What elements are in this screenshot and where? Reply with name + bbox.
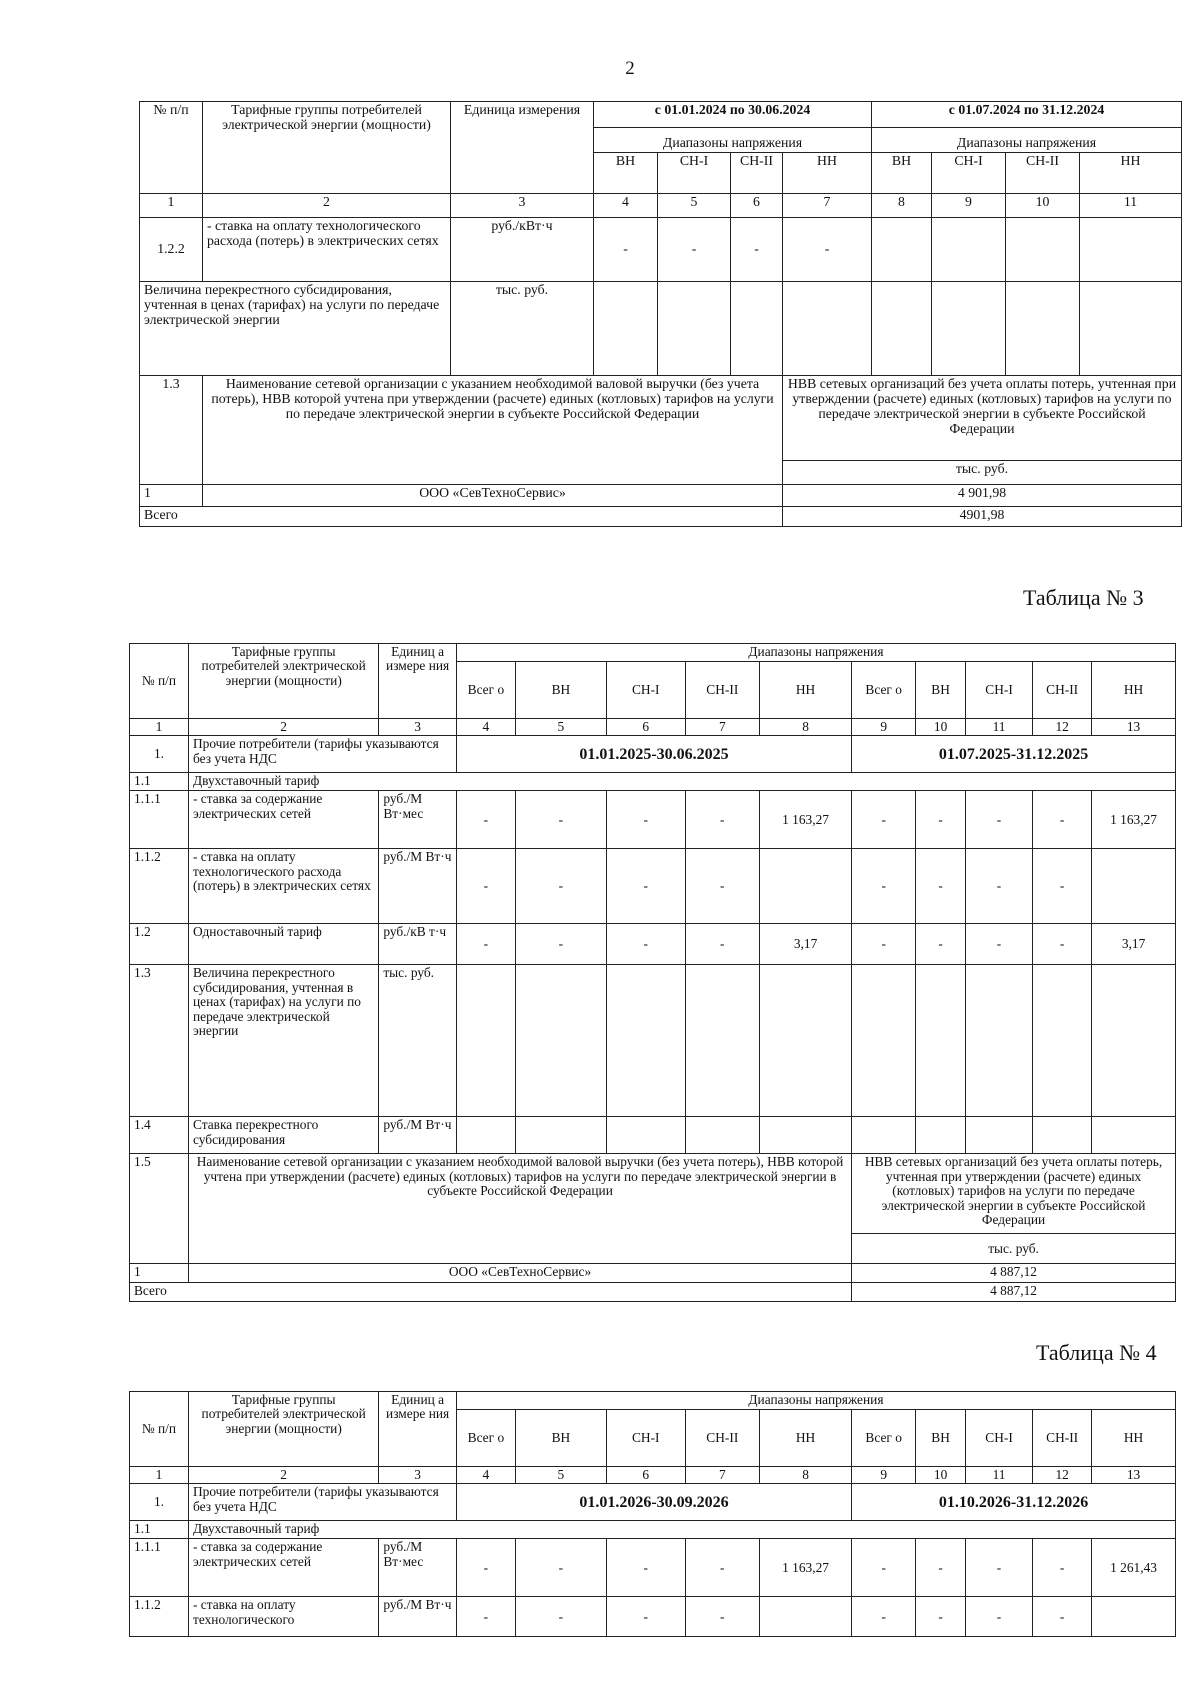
col-header-num: № п/п: [130, 644, 189, 719]
row-num: 1.5: [130, 1154, 189, 1264]
col-header-unit: Единиц а измере ния: [379, 1392, 457, 1467]
voltage-col: Всег о: [456, 1410, 515, 1467]
voltage-col: НН: [783, 153, 872, 194]
row-num: 1.1.2: [130, 849, 189, 924]
nvv-unit: тыс. руб.: [852, 1234, 1176, 1264]
cell-value: -: [594, 218, 658, 282]
col-number: 1: [140, 194, 203, 218]
cell-value: [1092, 849, 1176, 924]
row-label: - ставка на оплату технологического расхода (потерь) в электрических сетях: [188, 849, 378, 924]
cell-value: -: [606, 791, 685, 849]
col-number: 3: [379, 1467, 457, 1484]
row-label: Величина перекрестного субсидирования, учтенная в ценах (тарифах) на услуги по передаче электрической энергии: [188, 965, 378, 1117]
row-label: - ставка за содержание электрических сетей: [188, 791, 378, 849]
cell-value: -: [965, 1597, 1032, 1637]
row-label: Прочие потребители (тарифы указываются без учета НДС: [188, 1484, 456, 1521]
cell-value: -: [515, 1539, 606, 1597]
total-value: 4 887,12: [852, 1283, 1176, 1302]
col-number: 11: [965, 719, 1032, 736]
cell-value: -: [606, 924, 685, 965]
col-number: 7: [783, 194, 872, 218]
total-value: 4901,98: [783, 507, 1182, 527]
cell-value: -: [606, 849, 685, 924]
col-number: 8: [760, 1467, 852, 1484]
cell-value: -: [731, 218, 783, 282]
col-number: 10: [1006, 194, 1080, 218]
cell-value: -: [965, 849, 1032, 924]
cell-value: -: [658, 218, 731, 282]
row-unit: тыс. руб.: [451, 282, 594, 376]
nvv-header: НВВ сетевых организаций без учета оплаты потерь, учтенная при утверждении (расчете) единых (котловых) тарифов на услуги по передаче электрической энергии в субъекте Российской Федерации: [783, 376, 1182, 461]
cell-value: -: [916, 1597, 966, 1637]
col-number: 6: [731, 194, 783, 218]
col-number: 4: [456, 719, 515, 736]
cell-value: -: [916, 1539, 966, 1597]
period-header: 01.10.2026-31.12.2026: [852, 1484, 1176, 1521]
period-header: 01.01.2026-30.09.2026: [456, 1484, 851, 1521]
col-number: 6: [606, 719, 685, 736]
col-number: 13: [1092, 719, 1176, 736]
col-number: 2: [203, 194, 451, 218]
voltage-col: СН-I: [932, 153, 1006, 194]
row-label: Ставка перекрестного субсидирования: [188, 1117, 378, 1154]
period-header: с 01.07.2024 по 31.12.2024: [872, 102, 1182, 128]
col-number: 12: [1033, 719, 1092, 736]
col-header-groups: Тарифные группы потребителей электрической энергии (мощности): [203, 102, 451, 194]
total-label: Всего: [130, 1283, 852, 1302]
row-label: Одноставочный тариф: [188, 924, 378, 965]
cell-value: -: [916, 791, 966, 849]
row-num: 1.: [130, 1484, 189, 1521]
voltage-col: СН-I: [606, 1410, 685, 1467]
row-num: 1.2: [130, 924, 189, 965]
col-number: 2: [188, 1467, 378, 1484]
col-number: 11: [965, 1467, 1032, 1484]
voltage-col: ВН: [872, 153, 932, 194]
cell-value: -: [783, 218, 872, 282]
voltage-col: СН-II: [731, 153, 783, 194]
tariff-table-2026: [129, 1391, 1176, 1637]
tariff-table-2025: [129, 643, 1176, 1302]
cell-value: -: [685, 791, 759, 849]
nvv-unit: тыс. руб.: [783, 461, 1182, 485]
col-number: 4: [456, 1467, 515, 1484]
period-header: 01.07.2025-31.12.2025: [852, 736, 1176, 773]
voltage-col: СН-II: [1006, 153, 1080, 194]
cell-value: 3,17: [760, 924, 852, 965]
col-number: 2: [188, 719, 378, 736]
cell-value: 1 163,27: [760, 1539, 852, 1597]
row-unit: тыс. руб.: [379, 965, 457, 1117]
voltage-ranges-header: Диапазоны напряжения: [456, 644, 1175, 662]
voltage-col: ВН: [916, 662, 966, 719]
cell-value: -: [852, 849, 916, 924]
cell-value: -: [456, 1539, 515, 1597]
col-number: 13: [1092, 1467, 1176, 1484]
cell-value: -: [852, 1597, 916, 1637]
voltage-col: СН-II: [685, 662, 759, 719]
voltage-col: СН-I: [658, 153, 731, 194]
org-nvv-value: 4 887,12: [852, 1264, 1176, 1283]
cell-value: -: [852, 924, 916, 965]
row-num: 1.1: [130, 773, 189, 791]
row-num: 1.3: [130, 965, 189, 1117]
col-number: 8: [760, 719, 852, 736]
org-name: ООО «СевТехноСервис»: [188, 1264, 851, 1283]
row-label: Прочие потребители (тарифы указываются без учета НДС: [188, 736, 456, 773]
col-header-num: № п/п: [140, 102, 203, 194]
col-number: 6: [606, 1467, 685, 1484]
cell-value: -: [515, 849, 606, 924]
cell-value: -: [456, 1597, 515, 1637]
org-section-label: Наименование сетевой организации с указанием необходимой валовой выручки (без учета потерь), НВВ которой учтена при утверждении (расчете) единых (котловых) тарифов на услуги по передаче электрической энергии в субъекте Российской Федерации: [188, 1154, 851, 1264]
col-header-unit: Единица измерения: [451, 102, 594, 194]
cell-value: -: [1033, 791, 1092, 849]
voltage-col: Всег о: [852, 1410, 916, 1467]
period-header: 01.01.2025-30.06.2025: [456, 736, 851, 773]
col-number: 5: [515, 1467, 606, 1484]
table-caption: Таблица № 4: [1036, 1340, 1157, 1365]
col-header-groups: Тарифные группы потребителей электрической энергии (мощности): [188, 644, 378, 719]
row-num: 1.1.1: [130, 791, 189, 849]
col-number: 5: [515, 719, 606, 736]
cell-value: -: [965, 1539, 1032, 1597]
nvv-header: НВВ сетевых организаций без учета оплаты потерь, учтенная при утверждении (расчете) единых (котловых) тарифов на услуги по передаче электрической энергии в субъекте Российской Федерации: [852, 1154, 1176, 1234]
col-number: 7: [685, 1467, 759, 1484]
row-label: - ставка на оплату технологического расхода (потерь) в электрических сетях: [203, 218, 451, 282]
cell-value: [760, 849, 852, 924]
voltage-col: НН: [1092, 662, 1176, 719]
col-number: 3: [451, 194, 594, 218]
cell-value: -: [1033, 1597, 1092, 1637]
row-label: Двухставочный тариф: [188, 1521, 1175, 1539]
col-number: 3: [379, 719, 457, 736]
org-section-label: Наименование сетевой организации с указанием необходимой валовой выручки (без учета потерь), НВВ которой учтена при утверждении (расчете) единых (котловых) тарифов на услуги по передаче электрической энергии в субъекте Российской Федерации: [203, 376, 783, 485]
col-number: 10: [916, 719, 966, 736]
cell-value: -: [606, 1597, 685, 1637]
row-label: Величина перекрестного субсидирования, учтенная в ценах (тарифах) на услуги по передаче электрической энергии: [140, 282, 451, 376]
col-number: 9: [932, 194, 1006, 218]
cell-value: -: [685, 1597, 759, 1637]
cell-value: -: [456, 924, 515, 965]
voltage-ranges-header: Диапазоны напряжения: [594, 128, 872, 153]
col-number: 8: [872, 194, 932, 218]
voltage-col: Всег о: [852, 662, 916, 719]
voltage-col: СН-I: [965, 662, 1032, 719]
cell-value: 3,17: [1092, 924, 1176, 965]
cell-value: 1 163,27: [1092, 791, 1176, 849]
voltage-col: ВН: [515, 1410, 606, 1467]
cell-value: -: [515, 1597, 606, 1637]
org-nvv-value: 4 901,98: [783, 485, 1182, 507]
table-caption: Таблица № 3: [1023, 585, 1144, 610]
row-num: 1.3: [140, 376, 203, 485]
voltage-col: СН-II: [685, 1410, 759, 1467]
page-number: 2: [625, 58, 635, 79]
cell-value: 1 163,27: [760, 791, 852, 849]
voltage-col: НН: [1092, 1410, 1176, 1467]
row-num: 1.2.2: [140, 218, 203, 282]
col-number: 4: [594, 194, 658, 218]
col-header-unit: Единиц а измере ния: [379, 644, 457, 719]
cell-value: 1 261,43: [1092, 1539, 1176, 1597]
row-num: 1.4: [130, 1117, 189, 1154]
voltage-col: СН-I: [965, 1410, 1032, 1467]
row-num: 1.: [130, 736, 189, 773]
col-number: 7: [685, 719, 759, 736]
col-number: 1: [130, 1467, 189, 1484]
voltage-ranges-header: Диапазоны напряжения: [872, 128, 1182, 153]
cell-value: -: [515, 924, 606, 965]
cell-value: -: [852, 791, 916, 849]
cell-value: -: [515, 791, 606, 849]
voltage-col: НН: [1080, 153, 1182, 194]
row-num: 1: [140, 485, 203, 507]
period-header: с 01.01.2024 по 30.06.2024: [594, 102, 872, 128]
col-number: 11: [1080, 194, 1182, 218]
col-number: 9: [852, 1467, 916, 1484]
row-label: - ставка на оплату технологического: [188, 1597, 378, 1637]
cell-value: -: [916, 849, 966, 924]
org-name: ООО «СевТехноСервис»: [203, 485, 783, 507]
voltage-col: ВН: [594, 153, 658, 194]
voltage-col: НН: [760, 1410, 852, 1467]
row-unit: руб./М Вт·мес: [379, 791, 457, 849]
voltage-col: СН-II: [1033, 1410, 1092, 1467]
cell-value: -: [852, 1539, 916, 1597]
row-num: 1: [130, 1264, 189, 1283]
cell-value: -: [685, 849, 759, 924]
row-num: 1.1.1: [130, 1539, 189, 1597]
row-unit: руб./М Вт·ч: [379, 1117, 457, 1154]
col-number: 9: [852, 719, 916, 736]
voltage-col: ВН: [916, 1410, 966, 1467]
row-unit: руб./кВ т·ч: [379, 924, 457, 965]
cell-value: -: [1033, 924, 1092, 965]
row-num: 1.1: [130, 1521, 189, 1539]
total-label: Всего: [140, 507, 783, 527]
cell-value: -: [685, 924, 759, 965]
cell-value: -: [456, 849, 515, 924]
voltage-col: СН-II: [1033, 662, 1092, 719]
cell-value: -: [965, 791, 1032, 849]
voltage-col: ВН: [515, 662, 606, 719]
row-unit: руб./кВт·ч: [451, 218, 594, 282]
cell-value: [760, 1597, 852, 1637]
row-label: - ставка за содержание электрических сетей: [188, 1539, 378, 1597]
voltage-col: НН: [760, 662, 852, 719]
voltage-ranges-header: Диапазоны напряжения: [456, 1392, 1175, 1410]
col-header-groups: Тарифные группы потребителей электрической энергии (мощности): [188, 1392, 378, 1467]
voltage-col: Всег о: [456, 662, 515, 719]
voltage-col: СН-I: [606, 662, 685, 719]
tariff-table-2024: [139, 101, 1182, 527]
row-label: Двухставочный тариф: [188, 773, 1175, 791]
cell-value: [1092, 1597, 1176, 1637]
cell-value: -: [606, 1539, 685, 1597]
cell-value: -: [1033, 849, 1092, 924]
cell-value: -: [965, 924, 1032, 965]
row-unit: руб./М Вт·ч: [379, 1597, 457, 1637]
cell-value: -: [916, 924, 966, 965]
row-unit: руб./М Вт·ч: [379, 849, 457, 924]
col-header-num: № п/п: [130, 1392, 189, 1467]
col-number: 10: [916, 1467, 966, 1484]
cell-value: -: [1033, 1539, 1092, 1597]
row-num: 1.1.2: [130, 1597, 189, 1637]
cell-value: -: [456, 791, 515, 849]
cell-value: -: [685, 1539, 759, 1597]
col-number: 5: [658, 194, 731, 218]
col-number: 12: [1033, 1467, 1092, 1484]
col-number: 1: [130, 719, 189, 736]
row-unit: руб./М Вт·мес: [379, 1539, 457, 1597]
